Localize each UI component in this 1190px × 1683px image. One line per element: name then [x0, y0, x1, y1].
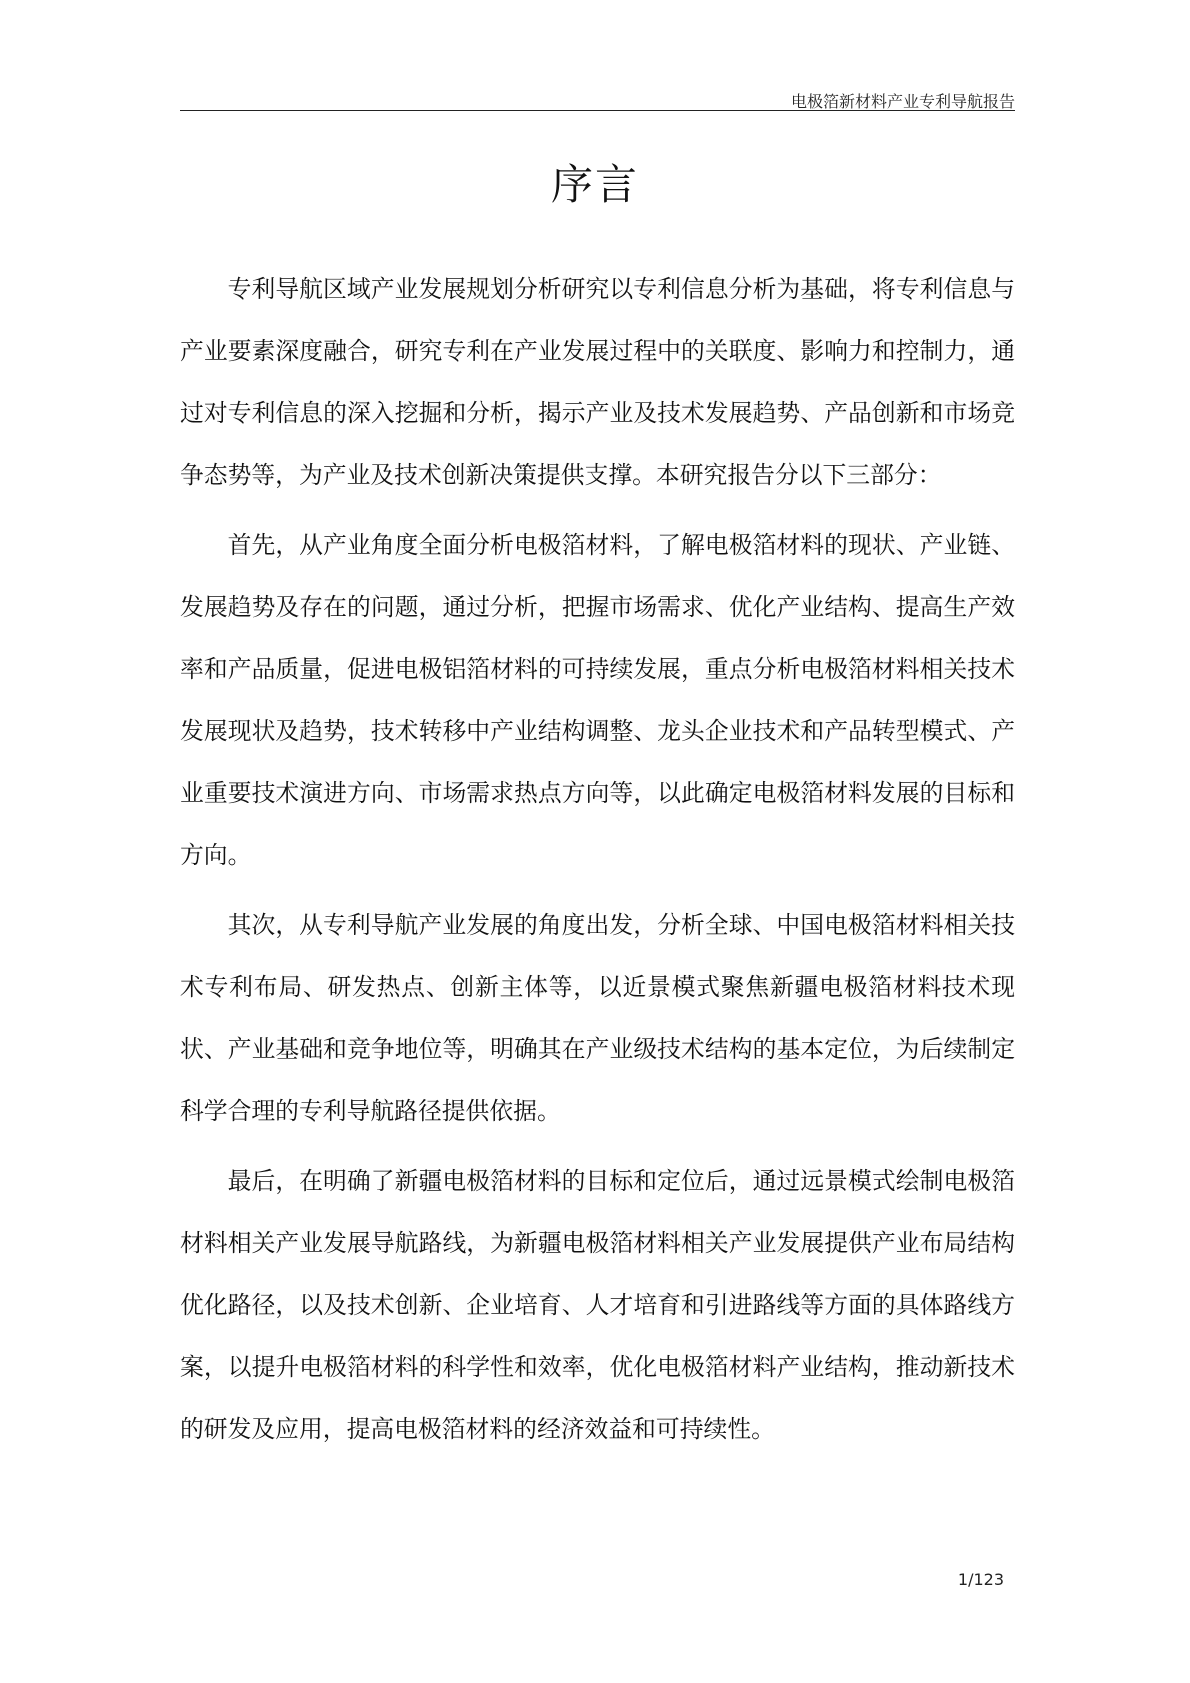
preface-body — [180, 258, 1015, 1468]
header-divider — [180, 110, 1015, 111]
page-title: 序言 — [550, 160, 639, 209]
paragraph-intro: 专利导航区域产业发展规划分析研究以专利信息分析为基础，将专利信息与产业要素深度融合，研究专利在产业发展过程中的关联度、影响力和控制力，通过对专利信息的深入挖掘和分析，揭示产业及技术发展趋势、产品创新和市场竞争态势等，为产业及技术创新决策提供支撑。本研究报告分以下三部分： — [180, 275, 1015, 489]
paragraph-third-part: 最后，在明确了新疆电极箔材料的目标和定位后，通过远景模式绘制电极箔材料相关产业发展导航路线，为新疆电极箔材料相关产业发展提供产业布局结构优化路径，以及技术创新、企业培育、人才培育和引进路线等方面的具体路线方案，以提升电极箔材料的科学性和效率，优化电极箔材料产业结构，推动新技术的研发及应用，提高电极箔材料的经济效益和可持续性。 — [180, 1167, 1015, 1443]
paragraph-first-part: 首先，从产业角度全面分析电极箔材料，了解电极箔材料的现状、产业链、发展趋势及存在的问题，通过分析，把握市场需求、优化产业结构、提高生产效率和产品质量，促进电极铝箔材料的可持续发展，重点分析电极箔材料相关技术发展现状及趋势，技术转移中产业结构调整、龙头企业技术和产品转型模式、产业重要技术演进方向、市场需求热点方向等，以此确定电极箔材料发展的目标和方向。 — [180, 531, 1015, 869]
page-number: 1/123 — [957, 1570, 1004, 1589]
running-header: 电极箔新材料产业专利导航报告 — [790, 92, 1015, 111]
paragraph-second-part: 其次，从专利导航产业发展的角度出发，分析全球、中国电极箔材料相关技术专利布局、研发热点、创新主体等，以近景模式聚焦新疆电极箔材料技术现状、产业基础和竞争地位等，明确其在产业级技术结构的基本定位，为后续制定科学合理的专利导航路径提供依据。 — [180, 911, 1015, 1125]
